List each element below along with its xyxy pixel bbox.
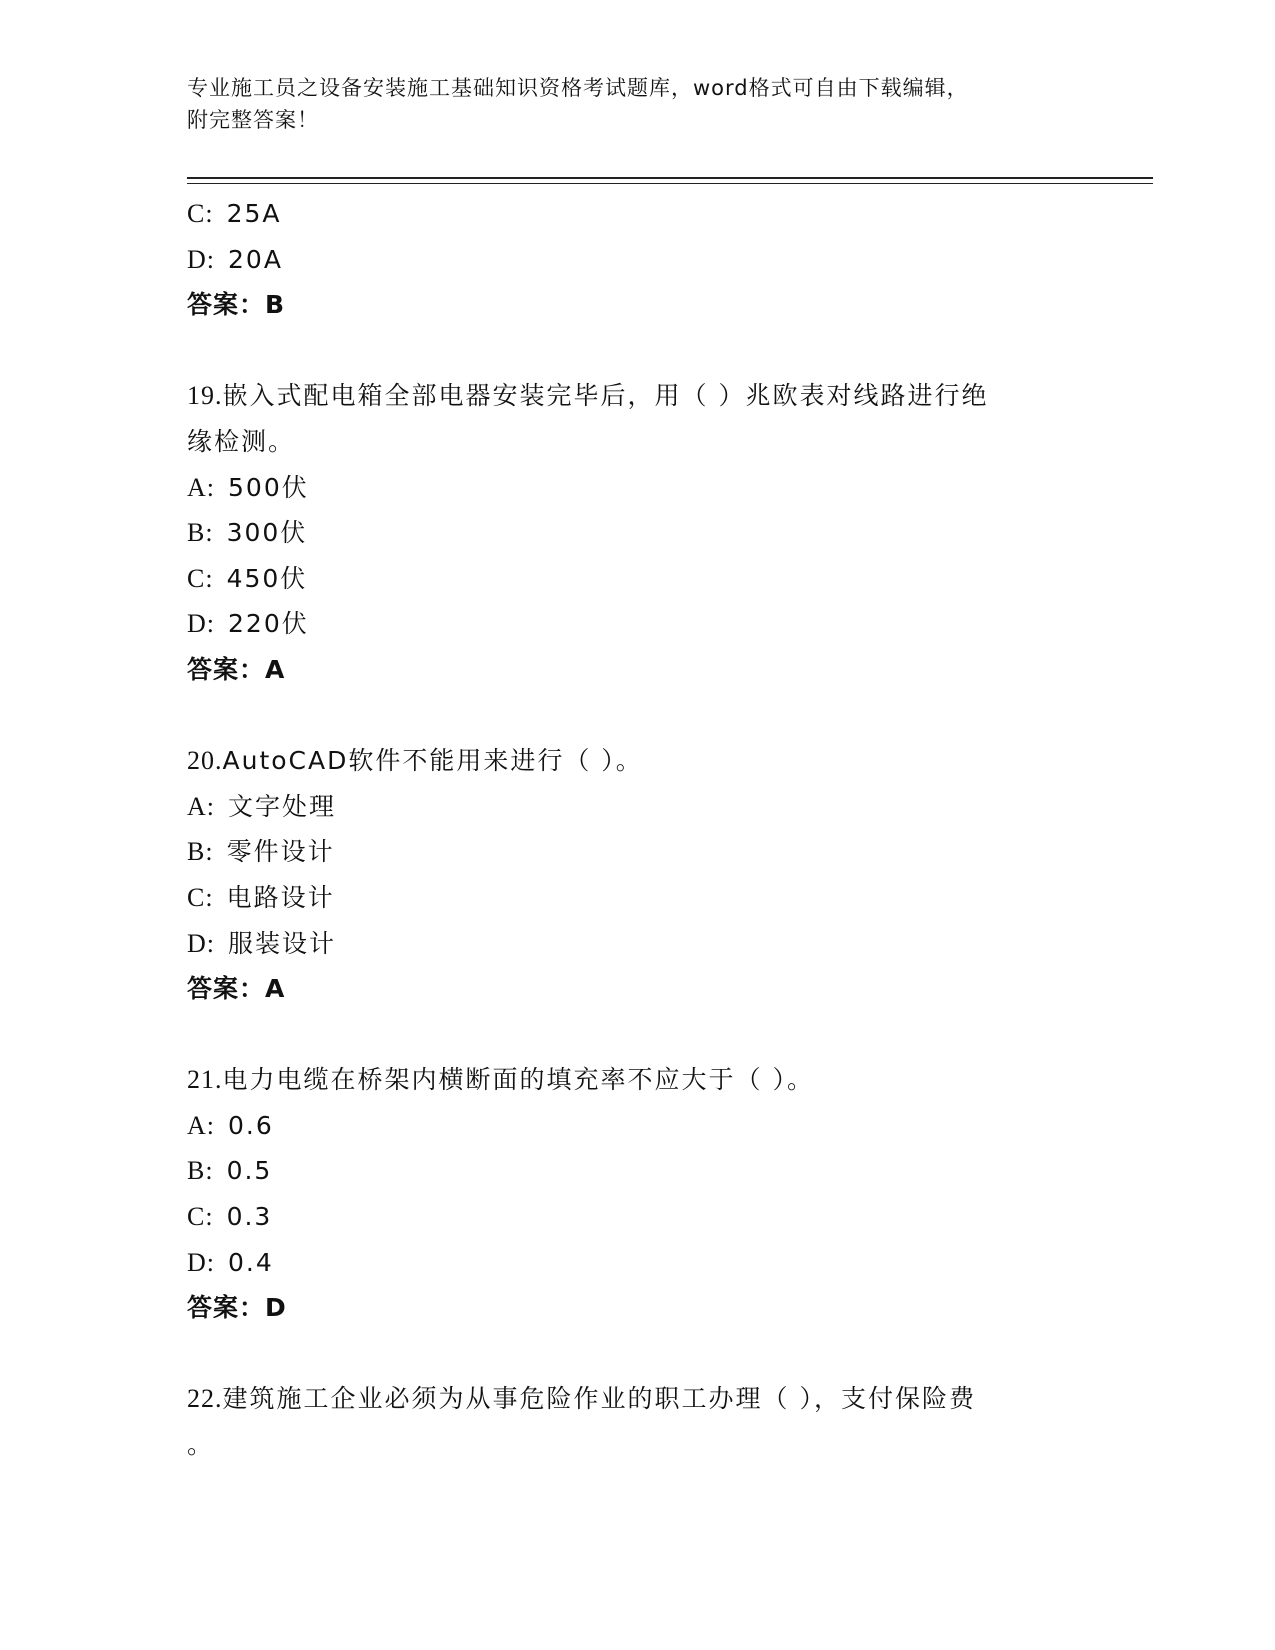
question-stem-continued: 。 bbox=[187, 1430, 215, 1460]
option-separator: : bbox=[205, 882, 215, 912]
question-stem bbox=[187, 373, 1087, 419]
option-c bbox=[187, 875, 1087, 921]
question-22 bbox=[187, 1376, 1087, 1467]
option-separator: : bbox=[206, 1247, 217, 1277]
question-number: 19. bbox=[187, 381, 223, 411]
option-d bbox=[187, 921, 1087, 967]
option-c bbox=[187, 1194, 1087, 1240]
option-separator: : bbox=[205, 837, 215, 867]
option-key: B bbox=[187, 1156, 206, 1186]
option-d bbox=[187, 601, 1087, 647]
question-text: 嵌入式配电箱全部电器安装完毕后，用（ ）兆欧表对线路进行绝 bbox=[222, 381, 989, 411]
option-text: 220伏 bbox=[228, 609, 309, 639]
answer-line: 答案：D bbox=[187, 1293, 287, 1323]
option-a bbox=[187, 1103, 1087, 1149]
header-title-line-1: 专业施工员之设备安装施工基础知识资格考试题库，word格式可自由下载编辑， bbox=[187, 76, 969, 100]
option-separator: : bbox=[205, 1202, 215, 1232]
option-separator: : bbox=[206, 791, 217, 821]
question-stem bbox=[187, 1376, 1087, 1422]
spacer bbox=[187, 328, 1087, 374]
question-previous bbox=[187, 191, 1087, 328]
option-separator: : bbox=[205, 518, 215, 548]
question-number: 21. bbox=[187, 1065, 223, 1095]
option-separator: : bbox=[206, 244, 217, 274]
spacer bbox=[187, 1012, 1087, 1058]
option-key: B bbox=[187, 837, 206, 867]
option-text: 20A bbox=[228, 244, 283, 274]
option-b bbox=[187, 1148, 1087, 1194]
option-text: 0.3 bbox=[226, 1202, 273, 1232]
option-separator: : bbox=[206, 609, 217, 639]
option-separator: : bbox=[205, 563, 215, 593]
question-text: 电力电缆在桥架内横断面的填充率不应大于（ ）。 bbox=[222, 1065, 814, 1095]
question-text: 建筑施工企业必须为从事危险作业的职工办理（ ），支付保险费 bbox=[222, 1384, 976, 1414]
question-number: 22. bbox=[187, 1384, 223, 1414]
option-separator: : bbox=[205, 1156, 215, 1186]
option-text: 0.4 bbox=[228, 1247, 274, 1277]
option-text: 0.5 bbox=[226, 1156, 273, 1186]
question-21 bbox=[187, 1057, 1087, 1331]
option-text: 450伏 bbox=[226, 563, 308, 593]
question-stem bbox=[187, 1057, 1087, 1103]
header-title-line-2: 附完整答案！ bbox=[187, 108, 319, 132]
option-a bbox=[187, 465, 1087, 511]
option-separator: : bbox=[206, 472, 217, 502]
option-d bbox=[187, 237, 1087, 283]
question-list bbox=[187, 191, 1087, 1468]
option-key: A bbox=[187, 472, 207, 502]
question-20 bbox=[187, 738, 1087, 1012]
option-text: 服装设计 bbox=[228, 928, 337, 958]
option-separator: : bbox=[206, 1110, 217, 1140]
option-c bbox=[187, 556, 1087, 602]
option-text: 300伏 bbox=[226, 518, 308, 548]
option-key: C bbox=[187, 1202, 206, 1232]
option-b bbox=[187, 510, 1087, 556]
option-key: D bbox=[187, 244, 207, 274]
answer-line: 答案：B bbox=[187, 290, 286, 320]
header-divider-thick bbox=[187, 177, 1153, 179]
option-text: 电路设计 bbox=[226, 882, 335, 912]
option-d bbox=[187, 1240, 1087, 1286]
option-c bbox=[187, 191, 1087, 237]
option-text: 25A bbox=[226, 199, 282, 228]
option-key: D bbox=[187, 609, 207, 639]
option-key: A bbox=[187, 1110, 207, 1140]
answer-line: 答案：A bbox=[187, 654, 286, 684]
question-19 bbox=[187, 373, 1087, 692]
option-key: C bbox=[187, 563, 206, 593]
option-key: C bbox=[187, 882, 206, 912]
document-header bbox=[187, 72, 1087, 136]
question-number: 20. bbox=[187, 746, 223, 776]
option-key: D bbox=[187, 928, 207, 958]
option-text: 零件设计 bbox=[226, 837, 335, 867]
question-text: AutoCAD软件不能用来进行（ ）。 bbox=[222, 746, 643, 776]
option-a bbox=[187, 784, 1087, 830]
option-text: 0.6 bbox=[228, 1110, 274, 1140]
question-stem-continued: 缘检测。 bbox=[187, 426, 296, 456]
option-key: B bbox=[187, 518, 206, 548]
spacer bbox=[187, 1331, 1087, 1377]
spacer bbox=[187, 693, 1087, 739]
option-text: 文字处理 bbox=[228, 791, 337, 821]
option-key: D bbox=[187, 1247, 207, 1277]
answer-line: 答案：A bbox=[187, 974, 286, 1004]
option-separator: : bbox=[206, 928, 217, 958]
option-key: A bbox=[187, 791, 207, 821]
option-text: 500伏 bbox=[228, 472, 309, 502]
question-stem bbox=[187, 738, 1087, 784]
option-separator: : bbox=[205, 199, 215, 228]
header-divider-thin bbox=[187, 183, 1153, 184]
option-b bbox=[187, 829, 1087, 875]
option-key: C bbox=[187, 199, 206, 228]
